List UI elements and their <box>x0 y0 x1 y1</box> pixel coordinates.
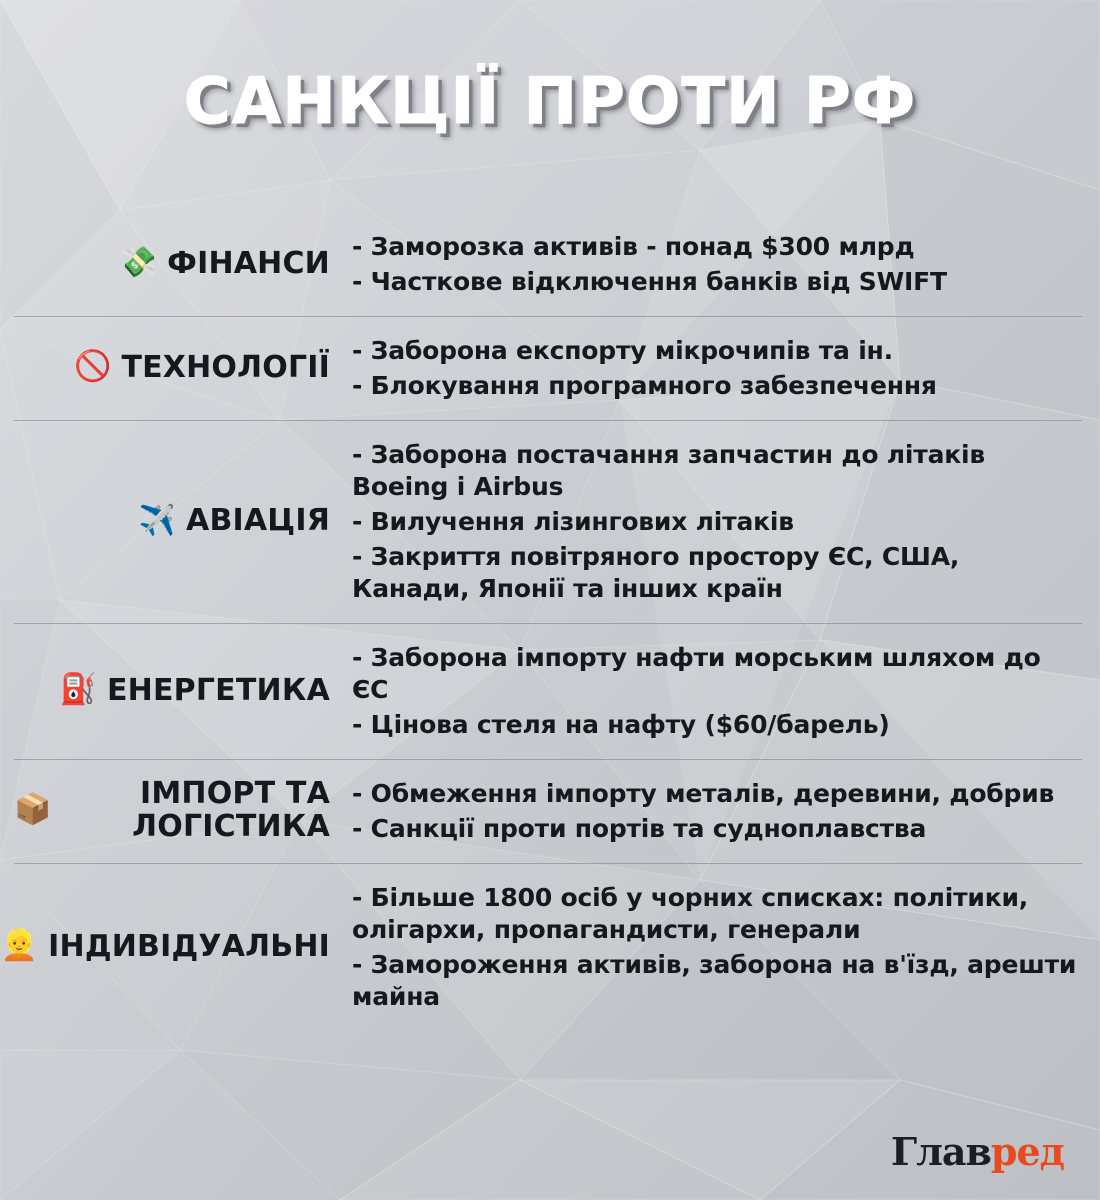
section-label: ФІНАНСИ <box>167 245 330 281</box>
list-item: - Вилучення лізингових літаків <box>352 506 794 536</box>
list-item: - Заморозка активів - понад $300 млрд <box>352 231 915 261</box>
section-items <box>344 776 1082 845</box>
section-category <box>14 504 344 537</box>
sections-list <box>0 213 1100 1031</box>
list-item: - Санкції проти портів та судноплавства <box>352 813 927 843</box>
section-row <box>14 624 1082 760</box>
section-row <box>14 213 1082 317</box>
section-label: ТЕХНОЛОГІЇ <box>121 349 330 385</box>
section-items <box>344 333 1082 402</box>
section-items <box>344 640 1082 741</box>
section-label: ЕНЕРГЕТИКА <box>106 672 330 708</box>
section-label: ІМПОРТ ТА ЛОГІСТИКА <box>132 776 330 845</box>
section-label: АВІАЦІЯ <box>186 503 330 539</box>
person-icon: 👱 <box>0 929 39 963</box>
section-category <box>14 777 344 843</box>
list-item: - Закриття повітряного простору ЄС, США, Канади, Японії та інших країн <box>352 541 960 603</box>
section-row <box>14 421 1082 624</box>
fuel-pump-icon: ⛽ <box>59 673 97 707</box>
list-item: - Цінова стеля на нафту ($60/барель) <box>352 709 890 739</box>
section-label: ІНДИВІДУАЛЬНІ <box>48 928 330 964</box>
list-item: - Заборона постачання запчастин до літаків Boeing і Airbus <box>352 439 985 501</box>
section-category <box>0 928 344 964</box>
section-items <box>344 880 1082 1013</box>
section-category <box>14 674 344 707</box>
list-item: - Заборона імпорту нафти морським шляхом до ЄС <box>352 642 1041 704</box>
section-row <box>14 317 1082 421</box>
title-container <box>0 0 1100 179</box>
brand-logo-part1: Глав <box>890 1129 991 1174</box>
section-items <box>344 229 1082 298</box>
prohibited-icon: 🚫 <box>74 350 112 384</box>
money-with-wings-icon: 💸 <box>119 246 158 280</box>
section-category <box>14 351 344 384</box>
list-item: - Обмеження імпорту металів, деревини, добрив <box>352 778 1055 808</box>
brand-logo <box>891 1129 1064 1174</box>
section-row <box>0 864 1082 1031</box>
list-item: - Замороження активів, заборона на в'їзд, арешти майна <box>352 949 1077 1011</box>
airplane-icon: ✈️ <box>138 503 177 537</box>
list-item: - Більше 1800 осіб у чорних списках: політики, олігархи, пропагандисти, генерали <box>352 882 1029 944</box>
section-items <box>344 437 1082 605</box>
page-title: САНКЦІЇ ПРОТИ РФ <box>183 64 917 139</box>
section-category <box>14 247 344 280</box>
list-item: - Заборона експорту мікрочипів та ін. <box>352 335 893 365</box>
brand-logo-part2: ред <box>990 1129 1064 1174</box>
list-item: - Часткове відключення банків від SWIFT <box>352 266 947 296</box>
section-row <box>14 760 1082 864</box>
list-item: - Блокування програмного забезпечення <box>352 370 937 400</box>
package-box-icon: 📦 <box>14 793 52 827</box>
